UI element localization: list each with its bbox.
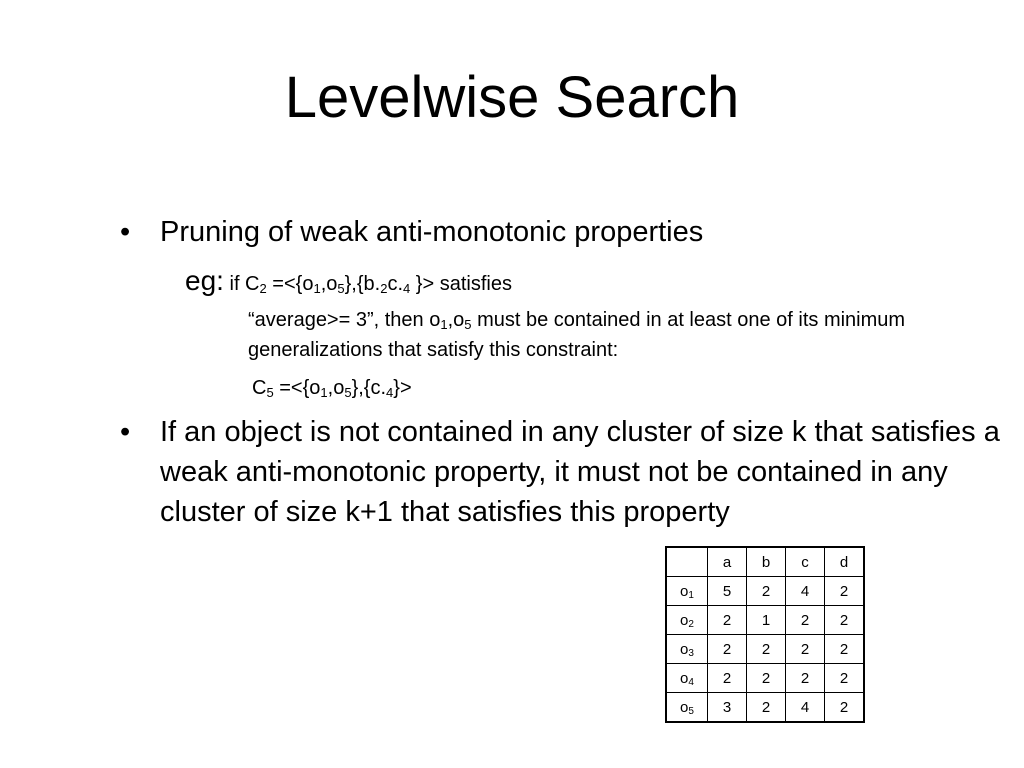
subscript: 5 — [464, 317, 472, 332]
row-label: $o_1$ — [666, 577, 708, 606]
table-cell: 2 — [747, 664, 786, 693]
header-cell — [666, 547, 708, 577]
subscript: 1 — [440, 317, 448, 332]
text-run: ,o — [320, 273, 338, 295]
table-cell: 2 — [708, 606, 747, 635]
subscript: 2 — [380, 281, 388, 296]
text-run: }> — [393, 377, 412, 399]
slide-title: Levelwise Search — [284, 65, 740, 130]
generalization-line — [252, 373, 412, 403]
table-cell: 2 — [825, 664, 865, 693]
bullet-dot: • — [120, 416, 131, 448]
table-cell: 2 — [747, 635, 786, 664]
header-cell: b — [747, 547, 786, 577]
subscript: 5 — [344, 385, 352, 400]
text-run: must be contained in at least one of its minimum generalizations that satisfy this constraint: — [248, 309, 906, 361]
table-cell: 2 — [825, 606, 865, 635]
text-run: =<{o — [273, 377, 321, 399]
example-label: eg: — [185, 265, 224, 296]
subscript: 5 — [337, 281, 345, 296]
bullet-text: Pruning of weak anti-monotonic properties — [160, 216, 704, 248]
table-cell: 2 — [786, 635, 825, 664]
table-cell: 2 — [786, 664, 825, 693]
table-cell: 2 — [825, 693, 865, 723]
table-cell: 2 — [825, 635, 865, 664]
table-cell: 2 — [708, 664, 747, 693]
subscript: 4 — [386, 385, 394, 400]
table-cell: 4 — [786, 577, 825, 606]
subscript: 5 — [266, 385, 274, 400]
row-label: $o_4$ — [666, 664, 708, 693]
table-cell: 2 — [747, 693, 786, 723]
example-line — [185, 266, 512, 299]
bullet-text: If an object is not contained in any cluster of size k that satisfies a weak anti-monotonic property, it must not be contained in any cluster of size k+1 that satisfies this property — [160, 416, 1000, 528]
text-run: ,o — [447, 309, 465, 331]
table-cell: 2 — [825, 577, 865, 606]
text-run: }> satisfies — [410, 273, 512, 295]
data-table — [665, 546, 865, 723]
table-row — [666, 635, 864, 664]
table-row — [666, 606, 864, 635]
table-cell: 4 — [786, 693, 825, 723]
row-label: $o_3$ — [666, 635, 708, 664]
bullet-dot: • — [120, 216, 131, 248]
text-run: C — [252, 377, 267, 399]
text-run: ,o — [327, 377, 345, 399]
table-row — [666, 693, 864, 723]
header-cell: c — [786, 547, 825, 577]
text-run: =<{o — [266, 273, 314, 295]
table-cell: 2 — [786, 606, 825, 635]
table-cell: 2 — [747, 577, 786, 606]
text-run: “average>= 3”, then o — [248, 309, 441, 331]
subscript: 1 — [320, 385, 328, 400]
text-run: c. — [387, 273, 404, 295]
row-label: $o_5$ — [666, 693, 708, 723]
header-cell: d — [825, 547, 865, 577]
table-row — [666, 577, 864, 606]
table-cell: 3 — [708, 693, 747, 723]
subscript: 1 — [313, 281, 321, 296]
text-run: },{c. — [351, 377, 387, 399]
header-cell: a — [708, 547, 747, 577]
table-row — [666, 664, 864, 693]
table-header-row — [666, 547, 864, 577]
row-label: $o_2$ — [666, 606, 708, 635]
text-run: if C — [223, 273, 260, 295]
subscript: 2 — [259, 281, 267, 296]
subscript: 4 — [403, 281, 411, 296]
text-run: },{b. — [344, 273, 381, 295]
table-cell: 1 — [747, 606, 786, 635]
constraint-explanation — [248, 305, 988, 365]
table-cell: 5 — [708, 577, 747, 606]
table-cell: 2 — [708, 635, 747, 664]
